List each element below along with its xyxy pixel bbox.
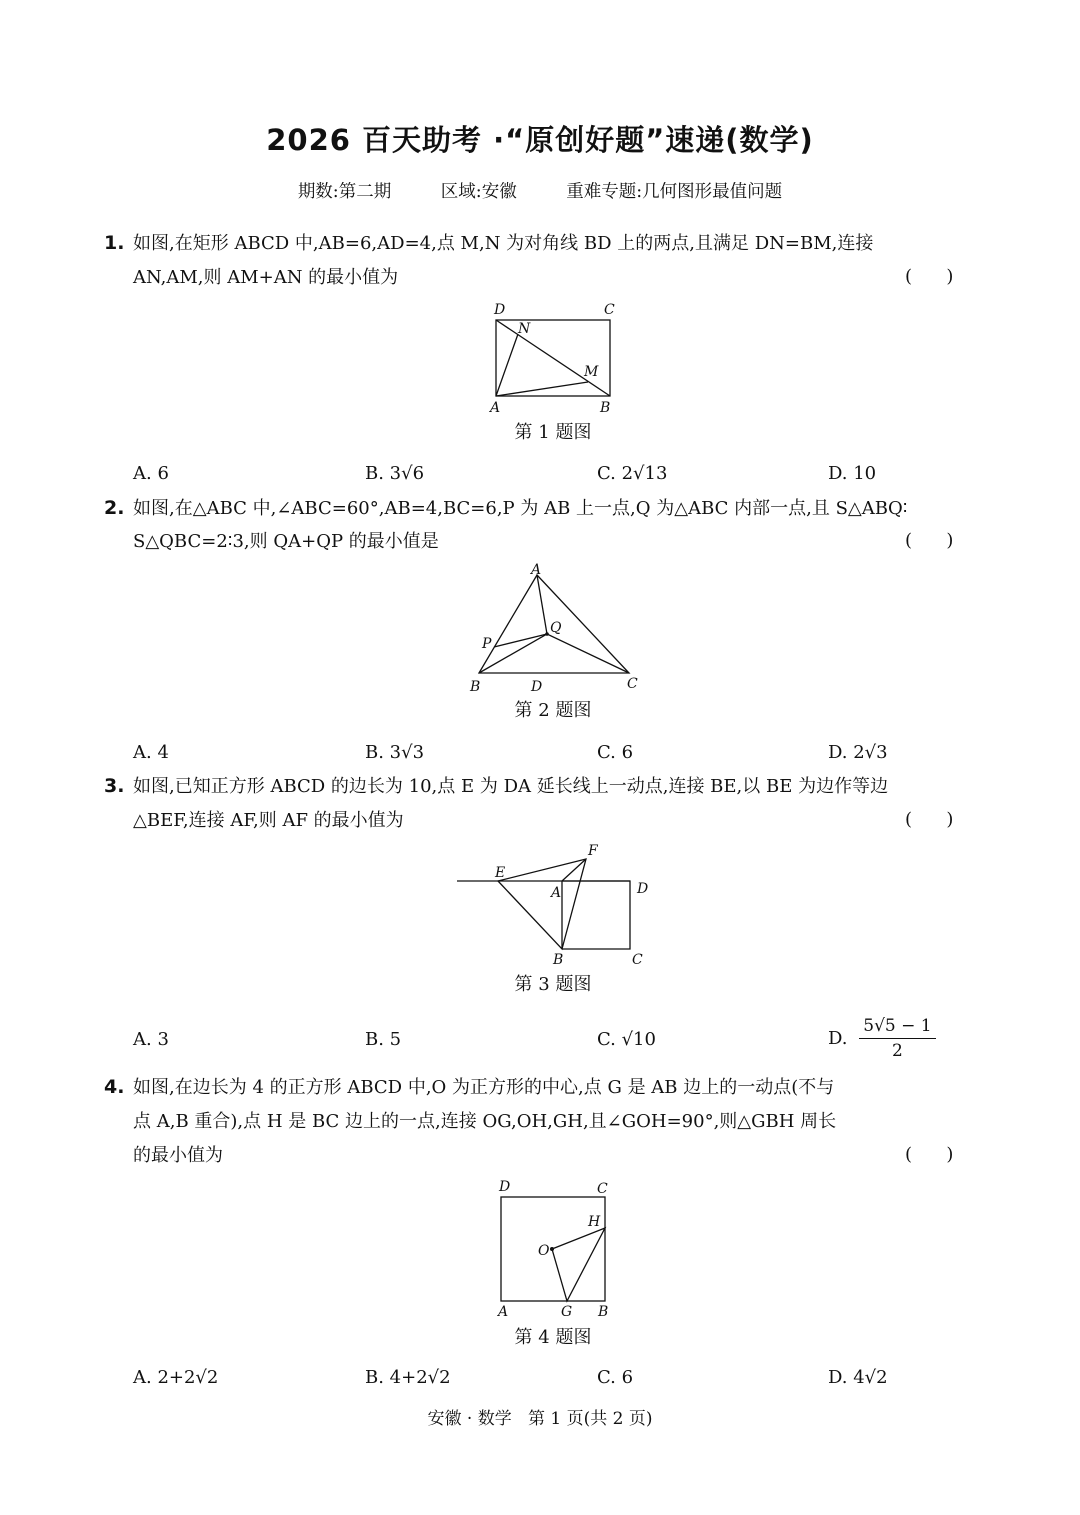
label-n: N [518,321,531,337]
label-b: B [598,1304,609,1320]
question-number: 2. [104,497,125,519]
answer-blank: ( ) [905,1144,954,1165]
label-a: A [498,1304,509,1320]
option-b[interactable]: B. 3√3 [365,742,425,763]
label-d: D [494,302,506,318]
figure-caption: 第 3 题图 [514,974,592,995]
region-label: 区域:安徽 [440,182,517,202]
option-d-letter: D. [828,1028,848,1049]
point-q [545,632,549,636]
label-c: C [632,952,643,968]
segment-an [496,334,518,396]
question-text-line: S△QBC=2∶3,则 QA+QP 的最小值是 [133,531,439,552]
label-b: B [553,952,564,968]
label-b: B [470,679,481,695]
option-b[interactable]: B. 3√6 [365,463,425,484]
figure-caption: 第 2 题图 [514,700,592,721]
option-b[interactable]: B. 5 [365,1029,402,1050]
option-a[interactable]: A. 3 [133,1029,169,1050]
question-text-line: 如图,在矩形 ABCD 中,AB=6,AD=4,点 M,N 为对角线 BD 上的两点,且满足 DN=BM,连接 [133,233,874,254]
square-abcd [562,881,630,949]
figure-1-diagram [480,295,640,420]
question-text-line: 如图,已知正方形 ABCD 的边长为 10,点 E 为 DA 延长线上一动点,连接 BE,以 BE 为边作等边 [133,776,889,797]
question-number: 1. [104,232,125,254]
option-a[interactable]: A. 6 [133,463,169,484]
label-c: C [597,1181,608,1197]
option-d[interactable]: D. 4√2 [828,1367,888,1388]
label-o: O [538,1243,550,1259]
topic-label: 重难专题:几何图形最值问题 [566,182,783,202]
question-text-line: 点 A,B 重合),点 H 是 BC 边上的一点,连接 OG,OH,GH,且∠GOH=90°,则△GBH 周长 [133,1111,837,1132]
label-h: H [588,1214,601,1230]
page-title: 2026 百天助考 ·“原创好题”速递(数学) [266,123,814,157]
figure-2-diagram [460,560,660,695]
label-a: A [551,885,562,901]
option-b[interactable]: B. 4+2√2 [365,1367,451,1388]
label-c: C [627,676,638,692]
triangle-bef [498,859,586,949]
option-d[interactable]: D. 2√3 [828,742,888,763]
figure-caption: 第 1 题图 [514,422,592,443]
answer-blank: ( ) [905,809,954,830]
label-b: B [600,400,611,416]
figure-caption: 第 4 题图 [514,1327,592,1348]
option-c[interactable]: C. 6 [597,742,634,763]
question-number: 3. [104,775,125,797]
option-d[interactable]: D. 10 [828,463,877,484]
diagonal-bd [496,320,610,396]
segment-am [496,382,588,396]
option-c[interactable]: C. √10 [597,1029,656,1050]
answer-blank: ( ) [905,266,954,287]
option-d[interactable] [828,1016,936,1061]
label-c: C [604,302,615,318]
label-m: M [584,364,599,380]
label-d: D [499,1179,511,1195]
option-c[interactable]: C. 6 [597,1367,634,1388]
option-a[interactable]: A. 2+2√2 [133,1367,219,1388]
segment-pq [494,634,547,647]
fraction-numerator: 5√5 − 1 [859,1016,935,1039]
segment-qc [547,634,629,673]
question-text-line: 如图,在边长为 4 的正方形 ABCD 中,O 为正方形的中心,点 G 是 AB 边上的一动点(不与 [133,1077,835,1098]
question-number: 4. [104,1076,125,1098]
figure-3-diagram [455,840,665,970]
question-text-line: △BEF,连接 AF,则 AF 的最小值为 [133,810,404,831]
fraction-denominator: 2 [892,1041,903,1061]
option-c[interactable]: C. 2√13 [597,463,668,484]
option-a[interactable]: A. 4 [133,742,169,763]
label-f: F [588,843,598,859]
page-footer: 安徽 · 数学 第 1 页(共 2 页) [427,1409,653,1429]
label-d: D [637,881,649,897]
label-d: D [531,679,543,695]
label-g: G [561,1304,573,1320]
label-q: Q [550,620,562,636]
point-o [550,1247,554,1251]
triangle-ohg [552,1228,605,1301]
question-text-line: 如图,在△ABC 中,∠ABC=60°,AB=4,BC=6,P 为 AB 上一点,Q 为△ABC 内部一点,且 S△ABQ∶ [133,498,908,519]
figure-4-diagram [490,1175,630,1325]
answer-blank: ( ) [905,530,954,551]
label-a: A [490,400,501,416]
label-a: A [531,562,542,578]
issue-label: 期数:第二期 [297,182,392,202]
question-text-line: AN,AM,则 AM+AN 的最小值为 [133,267,399,288]
label-e: E [495,865,506,881]
label-p: P [482,636,492,652]
question-text-line: 的最小值为 [133,1145,223,1166]
exam-meta [0,178,1080,203]
option-d-fraction [859,1016,935,1061]
